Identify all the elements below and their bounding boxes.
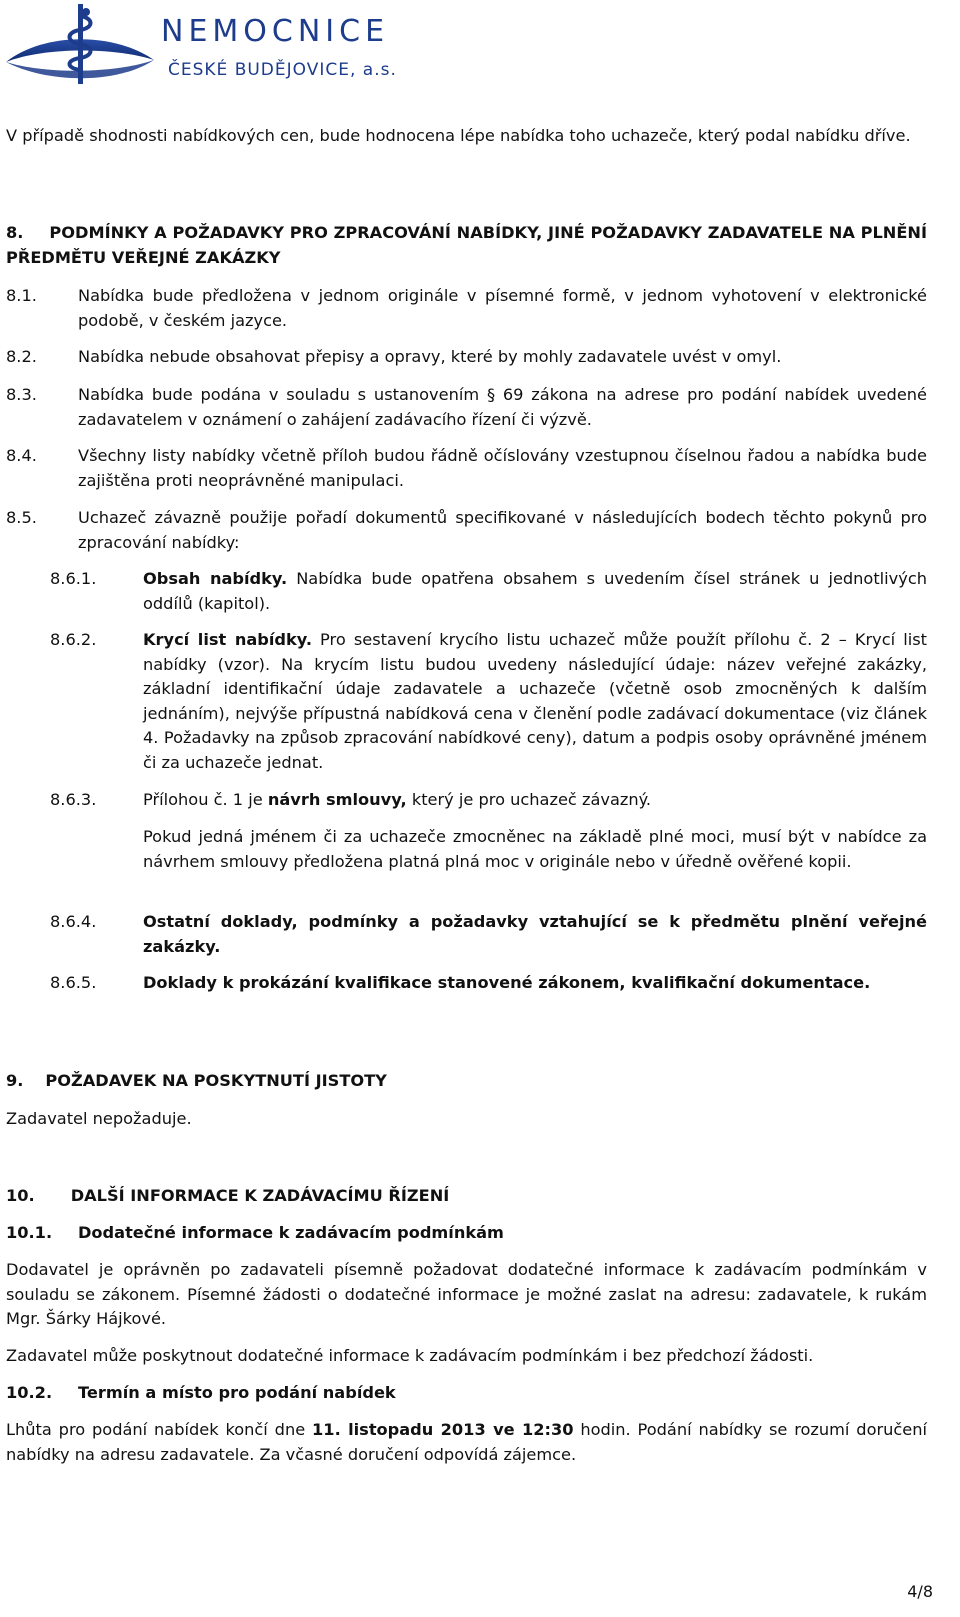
item-text: Nabídka bude předložena v jednom originále v písemné formě, v jednom vyhotovení v elektronické podobě, v českém jazyce. [78,286,927,330]
page-number: 4/8 [907,1582,933,1601]
subitem-8-6-3 [50,788,927,813]
item-number: 8.3. [6,385,37,404]
logo-name: NEMOCNICE [161,14,390,49]
item-number: 8.5. [6,508,37,527]
subitem-8-6-2 [50,628,927,775]
item-text: Nabídka nebude obsahovat přepisy a opravy, které by mohly zadavatele uvést v omyl. [78,347,782,366]
item-number: 8.2. [6,347,37,366]
subitem-number: 8.6.4. [50,912,97,931]
subitem-bold: Ostatní doklady, podmínky a požadavky vztahující se k předmětu plnění veřejné zakázky. [143,912,927,956]
section-title: DALŠÍ INFORMACE K ZADÁVACÍMU ŘÍZENÍ [70,1186,450,1205]
subitem-pre: Přílohou č. 1 je [143,790,268,809]
subsection-10-2-heading [6,1381,927,1406]
subsection-title: Dodatečné informace k zadávacím podmínkám [78,1223,504,1242]
subitem-body: Nabídka bude opatřena obsahem s uvedením čísel stránek u jednotlivých oddílů (kapitol). [143,569,928,613]
subsection-10-1-paragraph-1: Dodavatel je oprávněn po zadavateli písemně požadovat dodatečné informace k zadávacím podmínkám v souladu se zákonem. Písemné žádosti o dodatečné informace je možné zaslat na adresu: zadavatele, k rukám Mgr. Šárky Hájkové. [6,1260,927,1328]
item-8-1 [6,284,927,333]
item-text: Uchazeč závazně použije pořadí dokumentů specifikované v následujících bodech těchto pokynů pro zpracování nabídky: [78,508,927,552]
subitem-bold: návrh smlouvy, [267,790,407,809]
subitem-8-6-4 [50,910,927,959]
section-10-heading [6,1184,927,1209]
deadline-date: 11. listopadu 2013 ve 12:30 [312,1420,574,1439]
hospital-logo [4,2,424,90]
subsection-number: 10.2. [6,1383,53,1402]
item-number: 8.4. [6,446,37,465]
subitem-bold: Obsah nabídky. [143,569,288,588]
subitem-text [143,788,927,813]
deadline-post: hodin. Podání nabídky se rozumí doručení nabídky na adresu zadavatele. Za včasné doručení odpovídá zájemce. [6,1420,928,1464]
subsection-10-2-paragraph [6,1418,927,1467]
subitem-number: 8.6.2. [50,630,97,649]
section-8-heading [6,221,927,270]
item-text: Všechny listy nabídky včetně příloh budou řádně očíslovány vzestupnou číselnou řadou a nabídka bude zajištěna proti neoprávněné manipulaci. [78,446,927,490]
section-9-text: Zadavatel nepožaduje. [6,1109,192,1128]
logo-subtitle: ČESKÉ BUDĚJOVICE, a.s. [168,60,397,80]
subitem-number: 8.6.5. [50,973,97,992]
subsection-title: Termín a místo pro podání nabídek [78,1383,396,1402]
item-text: Nabídka bude podána v souladu s ustanovením § 69 zákona na adrese pro podání nabídek uvedené zadavatelem v oznámení o zahájení zadávacího řízení či výzvě. [78,385,927,429]
subitem-post: který je pro uchazeč závazný. [406,790,652,809]
item-8-2 [6,345,927,370]
section-number: 10. [6,1186,35,1205]
subitem-bold: Doklady k prokázání kvalifikace stanovené zákonem, kvalifikační dokumentace. [143,973,871,992]
item-8-5 [6,506,927,555]
subitem-8-6-5 [50,971,927,996]
section-number: 8. [6,223,24,242]
section-title: POŽADAVEK NA POSKYTNUTÍ JISTOTY [45,1071,387,1090]
item-8-4 [6,444,927,493]
subitem-number: 8.6.1. [50,569,97,588]
subitem-8-6-1 [50,567,927,616]
item-number: 8.1. [6,286,37,305]
subitem-body: Pro sestavení krycího listu uchazeč může použít přílohu č. 2 – Krycí list nabídky (vzor). Na krycím listu budou uvedeny následující údaje: název veřejné zakázky, základní identifikační údaje zadavatele a uchazeče (včetně osob zmocněných k dalším jednáním), nejvýše přípustná nabídková cena v členění podle zadávací dokumentace (viz článek 4. Požadavky na způsob zpracování nabídkové ceny), datum a podpis osoby oprávněné jménem či za uchazeče jednat. [143,630,927,772]
subsection-10-1-heading [6,1221,927,1246]
subitem-bold: Krycí list nabídky. [143,630,312,649]
subitem-number: 8.6.3. [50,790,97,809]
subsection-10-1-paragraph-2: Zadavatel může poskytnout dodatečné informace k zadávacím podmínkám i bez předchozí žádosti. [6,1346,814,1365]
section-title: PODMÍNKY A POŽADAVKY PRO ZPRACOVÁNÍ NABÍDKY, JINÉ POŽADAVKY ZADAVATELE NA PLNĚNÍ PŘEDMĚTU VEŘEJNÉ ZAKÁZKY [6,223,927,267]
subitem-text [143,567,927,616]
subitem-8-6-3-paragraph: Pokud jedná jménem či za uchazeče zmocněnec na základě plné moci, musí být v nabídce za návrhem smlouvy předložena platná plná moc v originále nebo v úředně ověřené kopii. [143,827,927,871]
section-number: 9. [6,1071,24,1090]
subitem-text [143,628,927,775]
item-8-3 [6,383,927,432]
subsection-number: 10.1. [6,1223,53,1242]
deadline-pre: Lhůta pro podání nabídek končí dne [6,1420,313,1439]
logo-emblem-icon [4,2,156,90]
section-9-heading [6,1069,927,1094]
intro-paragraph: V případě shodnosti nabídkových cen, bude hodnocena lépe nabídka toho uchazeče, který podal nabídku dříve. [6,126,911,145]
